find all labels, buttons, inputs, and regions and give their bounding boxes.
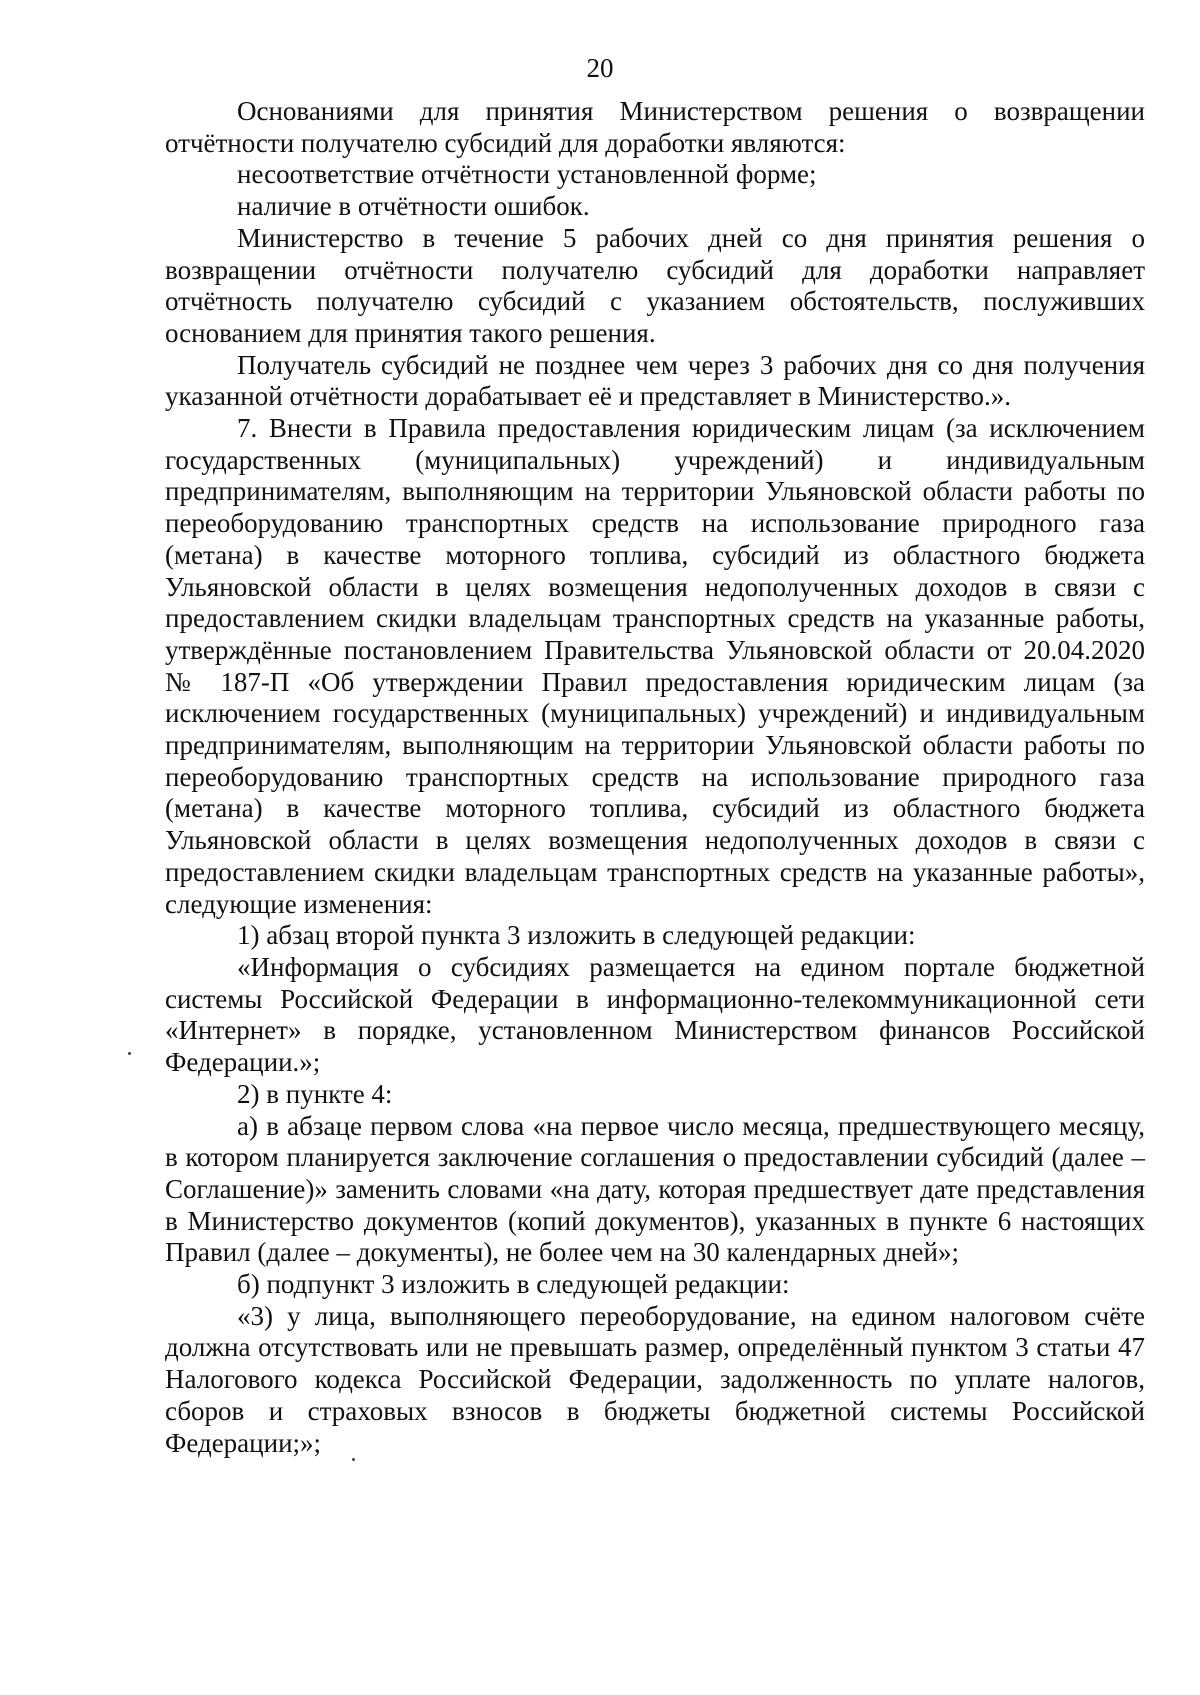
paragraph-info-subsidies: «Информация о субсидиях размещается на едином портале бюджетной системы Российской Федерации в информационно-телекоммуникационной сети «Интернет» в порядке, установленном Министерством финансов Российской Федерации.»; [165, 951, 1145, 1078]
paragraph-ministry-return: Министерство в течение 5 рабочих дней со дня принятия решения о возвращении отчётности получателю субсидий для доработки направляет отчётность получателю субсидий с указанием обстоятельств, послуживших основанием для принятия такого решения. [165, 222, 1145, 348]
paragraph-mismatch: несоответствие отчётности установленной форме; [237, 159, 817, 190]
scan-speck [128, 1052, 131, 1055]
paragraph-tax-debt: «3) у лица, выполняющего переоборудование, на едином налоговом счёте должна отсутствовать или не превышать размер, определённый пунктом 3 статьи 47 Налогового кодекса Российской Федерации, задолженность по уплате налогов, сборов и страховых взносов в бюджеты бюджетной системы Российской Федерации;»; [165, 1300, 1145, 1458]
paragraph-subitem-b: б) подпункт 3 изложить в следующей редакции: [237, 1269, 790, 1300]
paragraph-errors: наличие в отчётности ошибок. [237, 191, 590, 222]
paragraph-recipient-rework: Получатель субсидий не позднее чем через 3 рабочих дня со дня получения указанной отчётности дорабатывает её и представляет в Министерство.». [165, 349, 1145, 412]
scan-speck [352, 1458, 355, 1461]
document-body [165, 96, 1145, 1459]
page-number: 20 [586, 53, 614, 83]
paragraph-subitem-2: 2) в пункте 4: [237, 1078, 393, 1109]
paragraph-item-7: 7. Внести в Правила предоставления юридическим лицам (за исключением государственных (муниципальных) учреждений) и индивидуальным предпринимателям, выполняющим на территории Ульяновской области работы по переоборудованию транспортных средств на использование природного газа (метана) в качестве моторного топлива, субсидий из областного бюджета Ульяновской области в целях возмещения недополученных доходов в связи с предоставлением скидки владельцам транспортных средств на указанные работы, утверждённые постановлением Правительства Ульяновской области от 20.04.2020 № 187-П «Об утверждении Правил предоставления юридическим лицам (за исключением государственных (муниципальных) учреждений) и индивидуальным предпринимателям, выполняющим на территории Ульяновской области работы по переоборудованию транспортных средств на использование природного газа (метана) в качестве моторного топлива, субсидий из областного бюджета Ульяновской области в целях возмещения недополученных доходов в связи с предоставлением скидки владельцам транспортных средств на указанные работы», следующие изменения: [165, 413, 1145, 919]
paragraph-grounds: Основаниями для принятия Министерством решения о возвращении отчётности получателю субсидий для доработки являются: [165, 96, 1145, 158]
paragraph-subitem-1: 1) абзац второй пункта 3 изложить в следующей редакции: [237, 920, 916, 951]
paragraph-subitem-a: а) в абзаце первом слова «на первое число месяца, предшествующего месяцу, в котором планируется заключение соглашения о предоставлении субсидий (далее – Соглашение)» заменить словами «на дату, которая предшествует дате представления в Министерство документов (копий документов), указанных в пункте 6 настоящих Правил (далее – документы), не более чем на 30 календарных дней»; [165, 1110, 1145, 1268]
